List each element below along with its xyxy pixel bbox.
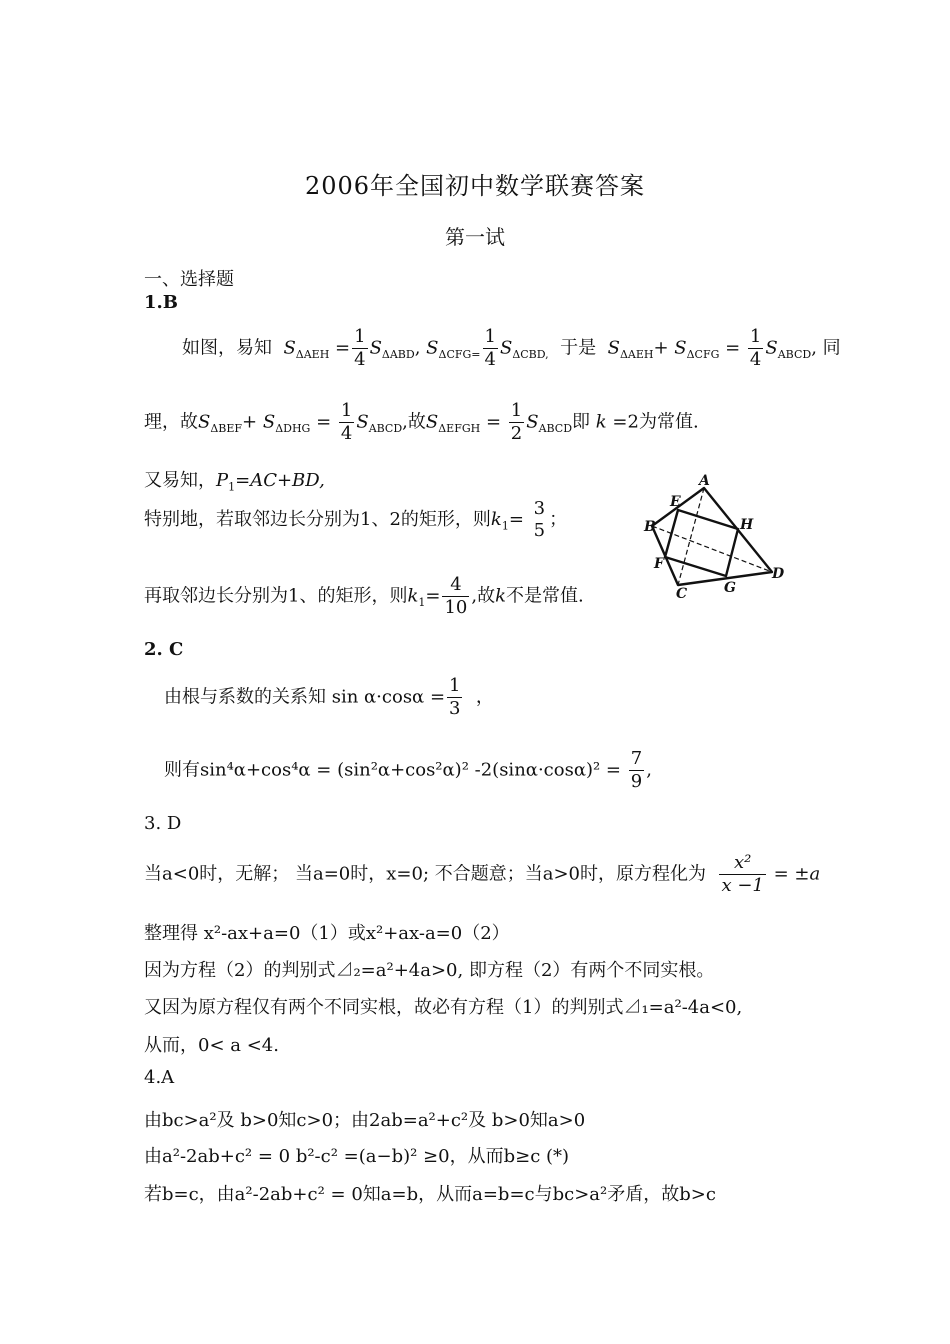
q4-label: 4.A — [144, 1067, 175, 1088]
page-title: 2006年全国初中数学联赛答案 — [304, 172, 646, 200]
q4-line-2: 由a²-2ab+c² = 0 b²-c² =(a−b)² ≥0，从而b≥c (*) — [144, 1146, 570, 1167]
label-e: E — [670, 494, 681, 510]
section-heading: 一、选择题 — [144, 269, 234, 290]
q3-line-5: 从而，0< a <4. — [144, 1035, 279, 1056]
label-b: B — [644, 519, 656, 535]
q1-label: 1.B — [144, 292, 179, 313]
label-g: G — [724, 580, 736, 596]
q3-label: 3. D — [144, 813, 182, 834]
q2-label: 2. C — [144, 639, 184, 660]
label-h: H — [740, 517, 754, 533]
q1-line-1: 如图，易知 $S_{\Delta AEH}$ = $\frac{1}{4}$ $S_{\Delta ABD}$, $S_{\Delta CFG=}$ $\frac{1}{4}$ $S_{\Delta CBD,}$ 于是 $S_{\Delta AEH}+ S_{\Delta CFG}$ = $\frac{1}{4}$ $S_{ABCD}$, 同 — [182, 326, 841, 370]
q3-line-3: 因为方程（2）的判别式⊿₂=a²+4a>0, 即方程（2）有两个不同实根。 — [144, 960, 715, 981]
q2-line-2: 则有sin⁴α+cos⁴α = (sin²α+cos²α)² -2(sinα·cosα)² = $\frac{7}{9}$ , — [164, 748, 652, 792]
q1-line-3: 又易知，$P_1=AC+BD$, — [144, 470, 325, 494]
diagonal-ac — [678, 488, 704, 585]
q3-line-2: 整理得 x²-ax+a=0（1）或x²+ax-a=0（2） — [144, 923, 510, 944]
q4-line-1: 由bc>a²及 b>0知c>0；由2ab=a²+c²及 b>0知a>0 — [144, 1110, 586, 1131]
label-d: D — [772, 566, 785, 582]
q1-line-5: 再取邻边长分别为1、的矩形，则$k_1=$ $\frac{4}{10}$ ,故k不是常值. — [144, 574, 584, 618]
q1-line-4: 特别地，若取邻边长分别为1、2的矩形，则$k_1=$ 3 5 ； — [144, 498, 568, 541]
q3-line-4: 又因为原方程仅有两个不同实根，故必有方程（1）的判别式⊿₁=a²-4a<0, — [144, 997, 743, 1018]
q3-line-1: 当a<0时，无解； 当a=0时，x=0; 不合题意；当a>0时，原方程化为 $\frac{\text{x²}}{x -1}$ = ±a — [144, 852, 821, 896]
label-f: F — [654, 556, 664, 572]
label-c: C — [676, 586, 688, 598]
q1-line-2: 理，故$S_{\Delta BEF}+ S_{\Delta DHG}$ = $\frac{1}{4}$ $S_{ABCD}$,故$S_{\Delta EFGH}$ = $\frac{1}{2}$ $S_{ABCD}$即 k =2为常值. — [144, 400, 699, 444]
label-a: A — [699, 473, 710, 489]
q2-line-1: 由根与系数的关系知 sin α·cosα = $\frac{1}{3}$ ， — [164, 675, 494, 719]
q4-line-3: 若b=c，由a²-2ab+c² = 0知a=b，从而a=b=c与bc>a²矛盾，故b>c — [144, 1184, 716, 1205]
page-subtitle: 第一试 — [445, 225, 505, 249]
quadrilateral-figure — [630, 468, 790, 598]
inner-parallelogram — [665, 510, 738, 576]
